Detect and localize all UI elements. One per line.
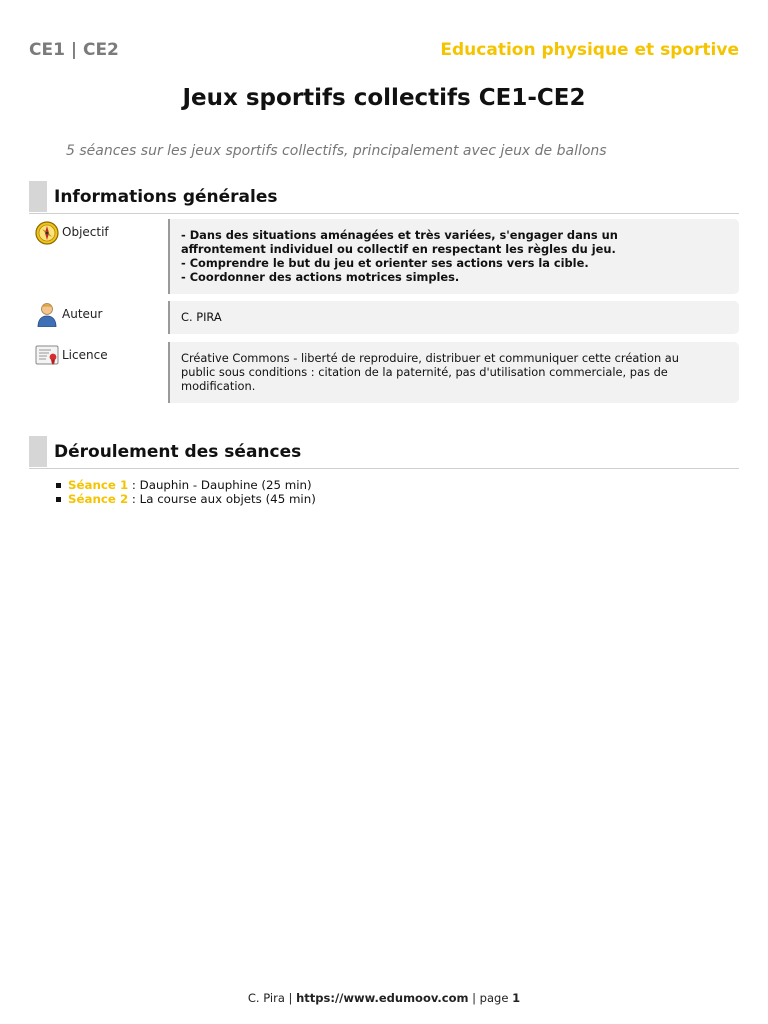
auteur-box — [168, 301, 739, 334]
seance-2-link[interactable]: Séance 2 — [68, 492, 129, 506]
subject-label: Education physique et sportive — [440, 40, 739, 60]
licence-label: Licence — [62, 348, 108, 362]
seance-item — [56, 478, 316, 492]
compass-icon — [34, 219, 60, 245]
licence-line: Créative Commons - liberté de reproduire, distribuer et communiquer cette création au — [181, 351, 679, 365]
footer-separator: | — [284, 991, 297, 1005]
bullet-icon — [56, 497, 61, 502]
objectif-box — [168, 219, 739, 294]
page-title: Jeux sportifs collectifs CE1-CE2 — [182, 85, 586, 111]
section-marker — [29, 181, 47, 212]
footer-author: C. Pira — [247, 991, 285, 1005]
section-marker — [29, 436, 47, 467]
licence-line: modification. — [181, 379, 256, 393]
footer-page-label: | page — [468, 991, 513, 1005]
objectif-line: - Dans des situations aménagées et très variées, s'engager dans un — [181, 228, 618, 242]
seance-1-text: : Dauphin - Dauphine (25 min) — [128, 478, 312, 492]
levels-label: CE1 | CE2 — [29, 40, 119, 60]
auteur-value: C. PIRA — [181, 310, 222, 324]
footer-url-link[interactable]: https://www.edumoov.com — [296, 991, 469, 1005]
objectif-line: - Coordonner des actions motrices simples. — [181, 270, 460, 284]
objectif-label: Objectif — [62, 225, 109, 239]
seance-1-link[interactable]: Séance 1 — [68, 478, 129, 492]
page-footer — [0, 991, 768, 1005]
section-general — [29, 181, 739, 214]
certificate-icon — [34, 342, 60, 368]
user-icon — [34, 301, 60, 327]
page-subtitle: 5 séances sur les jeux sportifs collectifs, principalement avec jeux de ballons — [66, 143, 607, 159]
seance-list — [56, 478, 316, 506]
seance-item — [56, 492, 316, 506]
bullet-icon — [56, 483, 61, 488]
section-general-title: Informations générales — [54, 187, 278, 207]
licence-line: public sous conditions : citation de la paternité, pas d'utilisation commerciale, pas de — [181, 365, 668, 379]
footer-page-number: 1 — [512, 991, 521, 1005]
seance-2-text: : La course aux objets (45 min) — [128, 492, 316, 506]
objectif-line: - Comprendre le but du jeu et orienter ses actions vers la cible. — [181, 256, 589, 270]
auteur-label: Auteur — [62, 307, 103, 321]
section-seances — [29, 436, 739, 469]
section-seances-title: Déroulement des séances — [54, 442, 302, 462]
objectif-line: affrontement individuel ou collectif en respectant les règles du jeu. — [181, 242, 616, 256]
licence-box — [168, 342, 739, 403]
